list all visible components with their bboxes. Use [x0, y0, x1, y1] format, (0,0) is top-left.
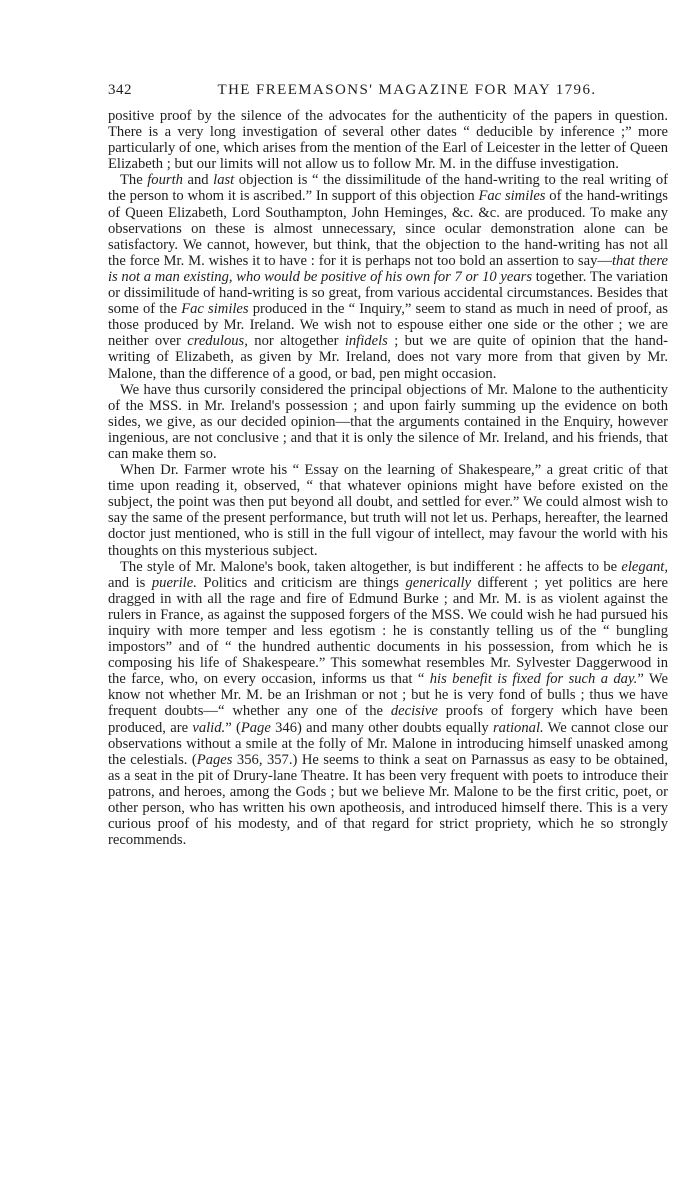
italic-text: that there is not a man existing, who would be positive of his own for 7 or 10 years — [108, 252, 668, 285]
italic-text: valid. — [192, 719, 226, 736]
italic-text: Page — [240, 719, 271, 736]
text-run: The — [120, 172, 148, 189]
text-run: 356, 357.) He seems to think a seat on Parnassus as easy to be obtained, as a seat in the pit of Drury-lane Theatre. It has been very frequent with poets to introduce their patrons, and heroes, among the Gods ; but we believe Mr. Malone to be the first critic, poet, or other person, who has written his own apotheosis, and introduced himself there. This is a very curious proof of his modesty, and of that regard for strict propriety, which he so strongly recommends. — [108, 751, 668, 849]
text-run: Politics and criticism are things — [196, 574, 406, 591]
paragraph — [108, 382, 668, 462]
italic-text: credulous, — [187, 333, 248, 350]
text-run: produced in the “ Inquiry,” seem to stand as much in need of proof, as those produced by Mr. Ireland. We wish not to espouse either one side or the other ; we are neither over — [108, 301, 668, 350]
paragraph — [108, 559, 668, 849]
article-body — [108, 108, 668, 848]
italic-text: last — [213, 172, 235, 189]
text-run: We cannot close our observations without a smile at the folly of Mr. Malone in introducing himself unasked among the celestials. ( — [108, 719, 668, 768]
italic-text: infidels — [344, 333, 388, 350]
running-head: THE FREEMASONS' MAGAZINE FOR MAY 1796. — [217, 82, 597, 98]
paragraph — [108, 172, 668, 381]
italic-text: generically — [405, 574, 472, 591]
text-run: ” We know not whether Mr. M. be an Irishman or not ; but he is very fond of bulls ; thus we have frequent doubts—“ whether any one of the — [108, 671, 668, 720]
paragraph — [108, 108, 668, 172]
italic-text: Fac similes — [181, 301, 249, 318]
italic-text: rational. — [492, 719, 544, 736]
text-run: ” ( — [225, 719, 241, 736]
text-run: nor altogether — [247, 333, 345, 350]
text-run: When Dr. Farmer wrote his “ Essay on the learning of Shakespeare,” a great critic of that time upon reading it, observed, “ that whatever opinions might have before existed on the subject, the point was then put beyond all doubt, and settled for ever.” We could almost wish to say the same of the present performance, but truth will not let us. Perhaps, hereafter, the learned doctor just mentioned, who is still in the full vigour of intellect, may favour the world with his thoughts on this mysterious subject. — [108, 462, 668, 559]
magazine-page — [108, 82, 668, 848]
text-run: The style of Mr. Malone's book, taken altogether, is but indifferent : he affects to be — [120, 558, 622, 575]
text-run: 346) and many other doubts equally — [270, 719, 493, 736]
italic-text: puerile. — [151, 574, 197, 591]
text-run: and — [182, 172, 214, 189]
text-run: of the hand-writings of Queen Elizabeth, Lord Southampton, John Heminges, &c. &c. are produced. To make any observations on these is almost unnecessary, since ocular demonstration alone can be satisfactory. We cannot, however, but think, that the objection to the hand-writing has not all the force Mr. M. wishes it to have : for it is perhaps not too bold an assertion to say— — [108, 188, 668, 269]
text-run: proofs of forgery which have been produced, are — [108, 703, 668, 736]
italic-text: his benefit is fixed for such a day. — [429, 671, 638, 688]
text-run: positive proof by the silence of the advocates for the authenticity of the papers in question. There is a very long investigation of several other dates “ deducible by inference ;” more particularly of one, which arises from the mention of the Earl of Leicester in the letter of Queen Elizabeth ; but our limits will not allow us to follow Mr. M. in the diffuse investigation. — [108, 108, 668, 173]
text-run: and is — [108, 574, 152, 591]
paragraph — [108, 462, 668, 559]
italic-text: decisive — [390, 703, 438, 720]
text-run: different ; yet politics are here dragged in with all the rage and fire of Edmund Burke ; and Mr. M. is as violent against the rulers in France, as against the supposed forgers of the MSS. We could wish he had pursued his inquiry with more temper and less egotism : he is constantly telling us of the “ bungling impostors” and of “ the hundred authentic documents in his possession, from which he is composing his life of Shakespeare.” This somewhat resembles Mr. Sylvester Daggerwood in the farce, who, on every occasion, informs us that “ — [108, 574, 668, 688]
page-header — [108, 82, 668, 108]
text-run: together. The variation or dissimilitude of hand-writing is so great, from various accidental circumstances. Besides that some of the — [108, 268, 668, 318]
page-number: 342 — [108, 82, 132, 98]
text-run: ; but we are quite of opinion that the hand-writing of Elizabeth, as given by Mr. Ireland, does not vary more from that given by Mr. Malone, than the difference of a good, or bad, pen might occasion. — [108, 333, 669, 382]
text-run: objection is “ the dissimilitude of the hand-writing to the real writing of the person to whom it is ascribed.” In support of this objection — [108, 172, 668, 205]
italic-text: elegant, — [621, 558, 668, 575]
italic-text: Fac similes — [478, 188, 546, 205]
italic-text: fourth — [147, 172, 183, 189]
text-run: We have thus cursorily considered the principal objections of Mr. Malone to the authenticity of the MSS. in Mr. Ireland's possession ; and upon fairly summing up the evidence on both sides, we give, as our decided opinion—that the arguments contained in the Enquiry, however ingenious, are not conclusive ; and that it is only the silence of Mr. Ireland, and his friends, that can make them so. — [108, 381, 668, 462]
italic-text: Pages — [196, 751, 233, 768]
